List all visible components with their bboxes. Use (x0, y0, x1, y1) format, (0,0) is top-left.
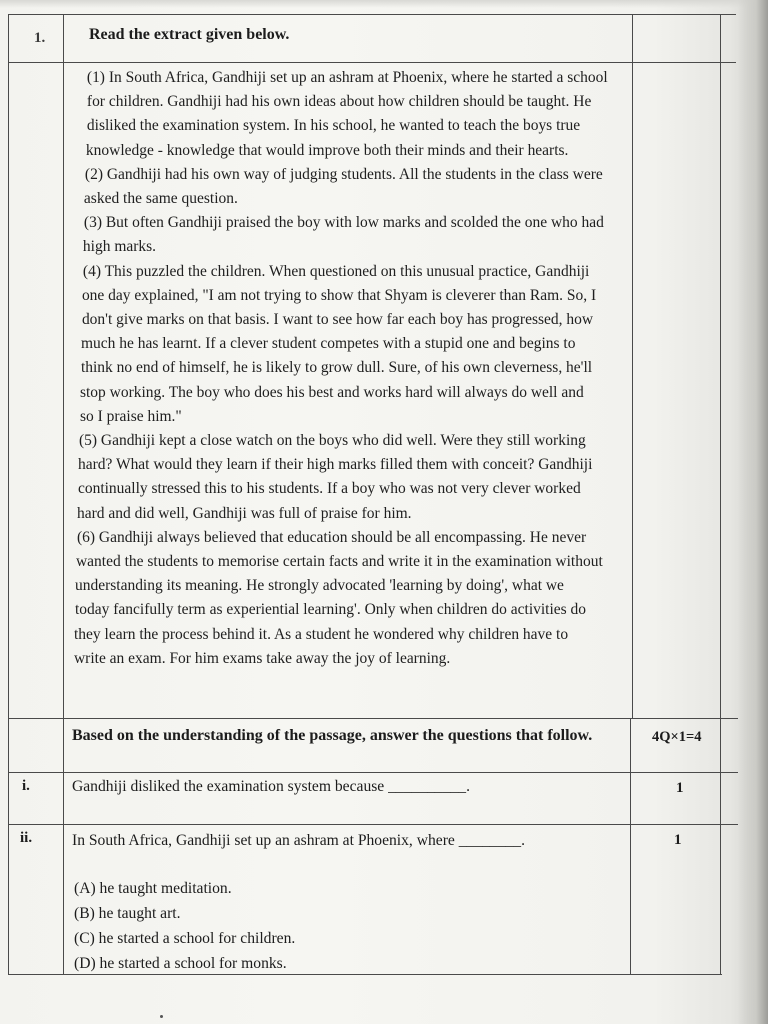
passage-line: (3) But often Gandhiji praised the boy with low marks and scolded the one who had (83, 214, 604, 232)
row-divider-question-i (8, 824, 738, 825)
instruction-text: Read the extract given below. (89, 26, 290, 43)
passage-line: (6) Gandhiji always believed that education should be all encompassing. He never (76, 528, 587, 546)
question-number: 1. (34, 30, 46, 46)
question-i-number: i. (22, 778, 30, 794)
question-ii-text: In South Africa, Gandhiji set up an ashram at Phoenix, where ________. (72, 832, 525, 849)
scan-top-shadow (0, 0, 768, 8)
table-bottom-border (8, 974, 722, 975)
passage-line: for children. Gandhiji had his own ideas about how children should be taught. He (86, 93, 592, 111)
passage-line: asked the same question. (83, 190, 238, 208)
option-b: (B) he taught art. (74, 905, 181, 922)
passage-line: (1) In South Africa, Gandhiji set up an ashram at Phoenix, where he started a school (86, 69, 608, 86)
passage-line: high marks. (82, 238, 157, 256)
passage-line: they learn the process behind it. As a student he wondered why children have to (74, 625, 569, 643)
passage-text (74, 66, 634, 671)
row-divider-passage (8, 718, 738, 719)
table-right-border (720, 14, 721, 974)
option-a: (A) he taught meditation. (74, 880, 232, 897)
passage-line: write an exam. For him exams take away the joy of learning. (74, 649, 451, 667)
passage-line: continually stressed this to his students. If a boy who was not very clever worked (77, 480, 581, 498)
passage-line: today fancifully term as experiential learning'. Only when children do activities do (74, 601, 587, 619)
passage-line: wanted the students to memorise certain facts and write it in the examination without (75, 553, 603, 571)
section-marks: 4Q×1=4 (652, 729, 702, 745)
passage-line: so I praise him." (79, 407, 182, 425)
question-ii-number: ii. (20, 830, 33, 846)
passage-line: hard? What would they learn if their high marks filled them with conceit? Gandhiji (77, 456, 593, 474)
passage-line: (5) Gandhiji kept a close watch on the boys who did well. Were they still working (78, 432, 586, 450)
scan-right-shadow (738, 0, 768, 1024)
passage-line: knowledge - knowledge that would improve both their minds and their hearts. (85, 141, 569, 159)
question-i-marks: 1 (676, 780, 684, 796)
column-divider-number (63, 14, 64, 974)
table-top-border (8, 14, 736, 15)
passage-line: much he has learnt. If a clever student competes with a stupid one and begins to (80, 335, 576, 353)
section-heading: Based on the understanding of the passage, answer the questions that follow. (72, 727, 593, 744)
passage-line: one day explained, "I am not trying to show that Shyam is cleverer than Ram. So, I (81, 286, 597, 304)
question-ii-marks: 1 (674, 832, 682, 848)
passage-line: think no end of himself, he is likely to grow dull. Sure, of his own cleverness, he'll (80, 359, 593, 377)
column-divider-marks-lower (630, 718, 631, 974)
passage-line: understanding its meaning. He strongly advocated 'learning by doing', what we (74, 577, 564, 595)
passage-line: (2) Gandhiji had his own way of judging students. All the students in the class were (84, 165, 603, 183)
option-c: (C) he started a school for children. (74, 930, 296, 947)
scan-speck (160, 1015, 163, 1018)
passage-line: hard and did well, Gandhiji was full of praise for him. (76, 504, 412, 522)
question-i-text: Gandhiji disliked the examination system because __________. (72, 778, 470, 795)
passage-line: disliked the examination system. In his school, he wanted to teach the boys true (86, 117, 581, 135)
option-d: (D) he started a school for monks. (74, 955, 287, 972)
row-divider-section (8, 772, 738, 773)
row-divider-instruction (8, 62, 736, 63)
passage-line: (4) This puzzled the children. When questioned on this unusual practice, Gandhiji (82, 262, 590, 280)
passage-line: stop working. The boy who does his best and works hard will always do well and (79, 383, 584, 401)
passage-line: don't give marks on that basis. I want to see how far each boy has progressed, how (81, 311, 594, 329)
table-left-border (8, 14, 9, 974)
